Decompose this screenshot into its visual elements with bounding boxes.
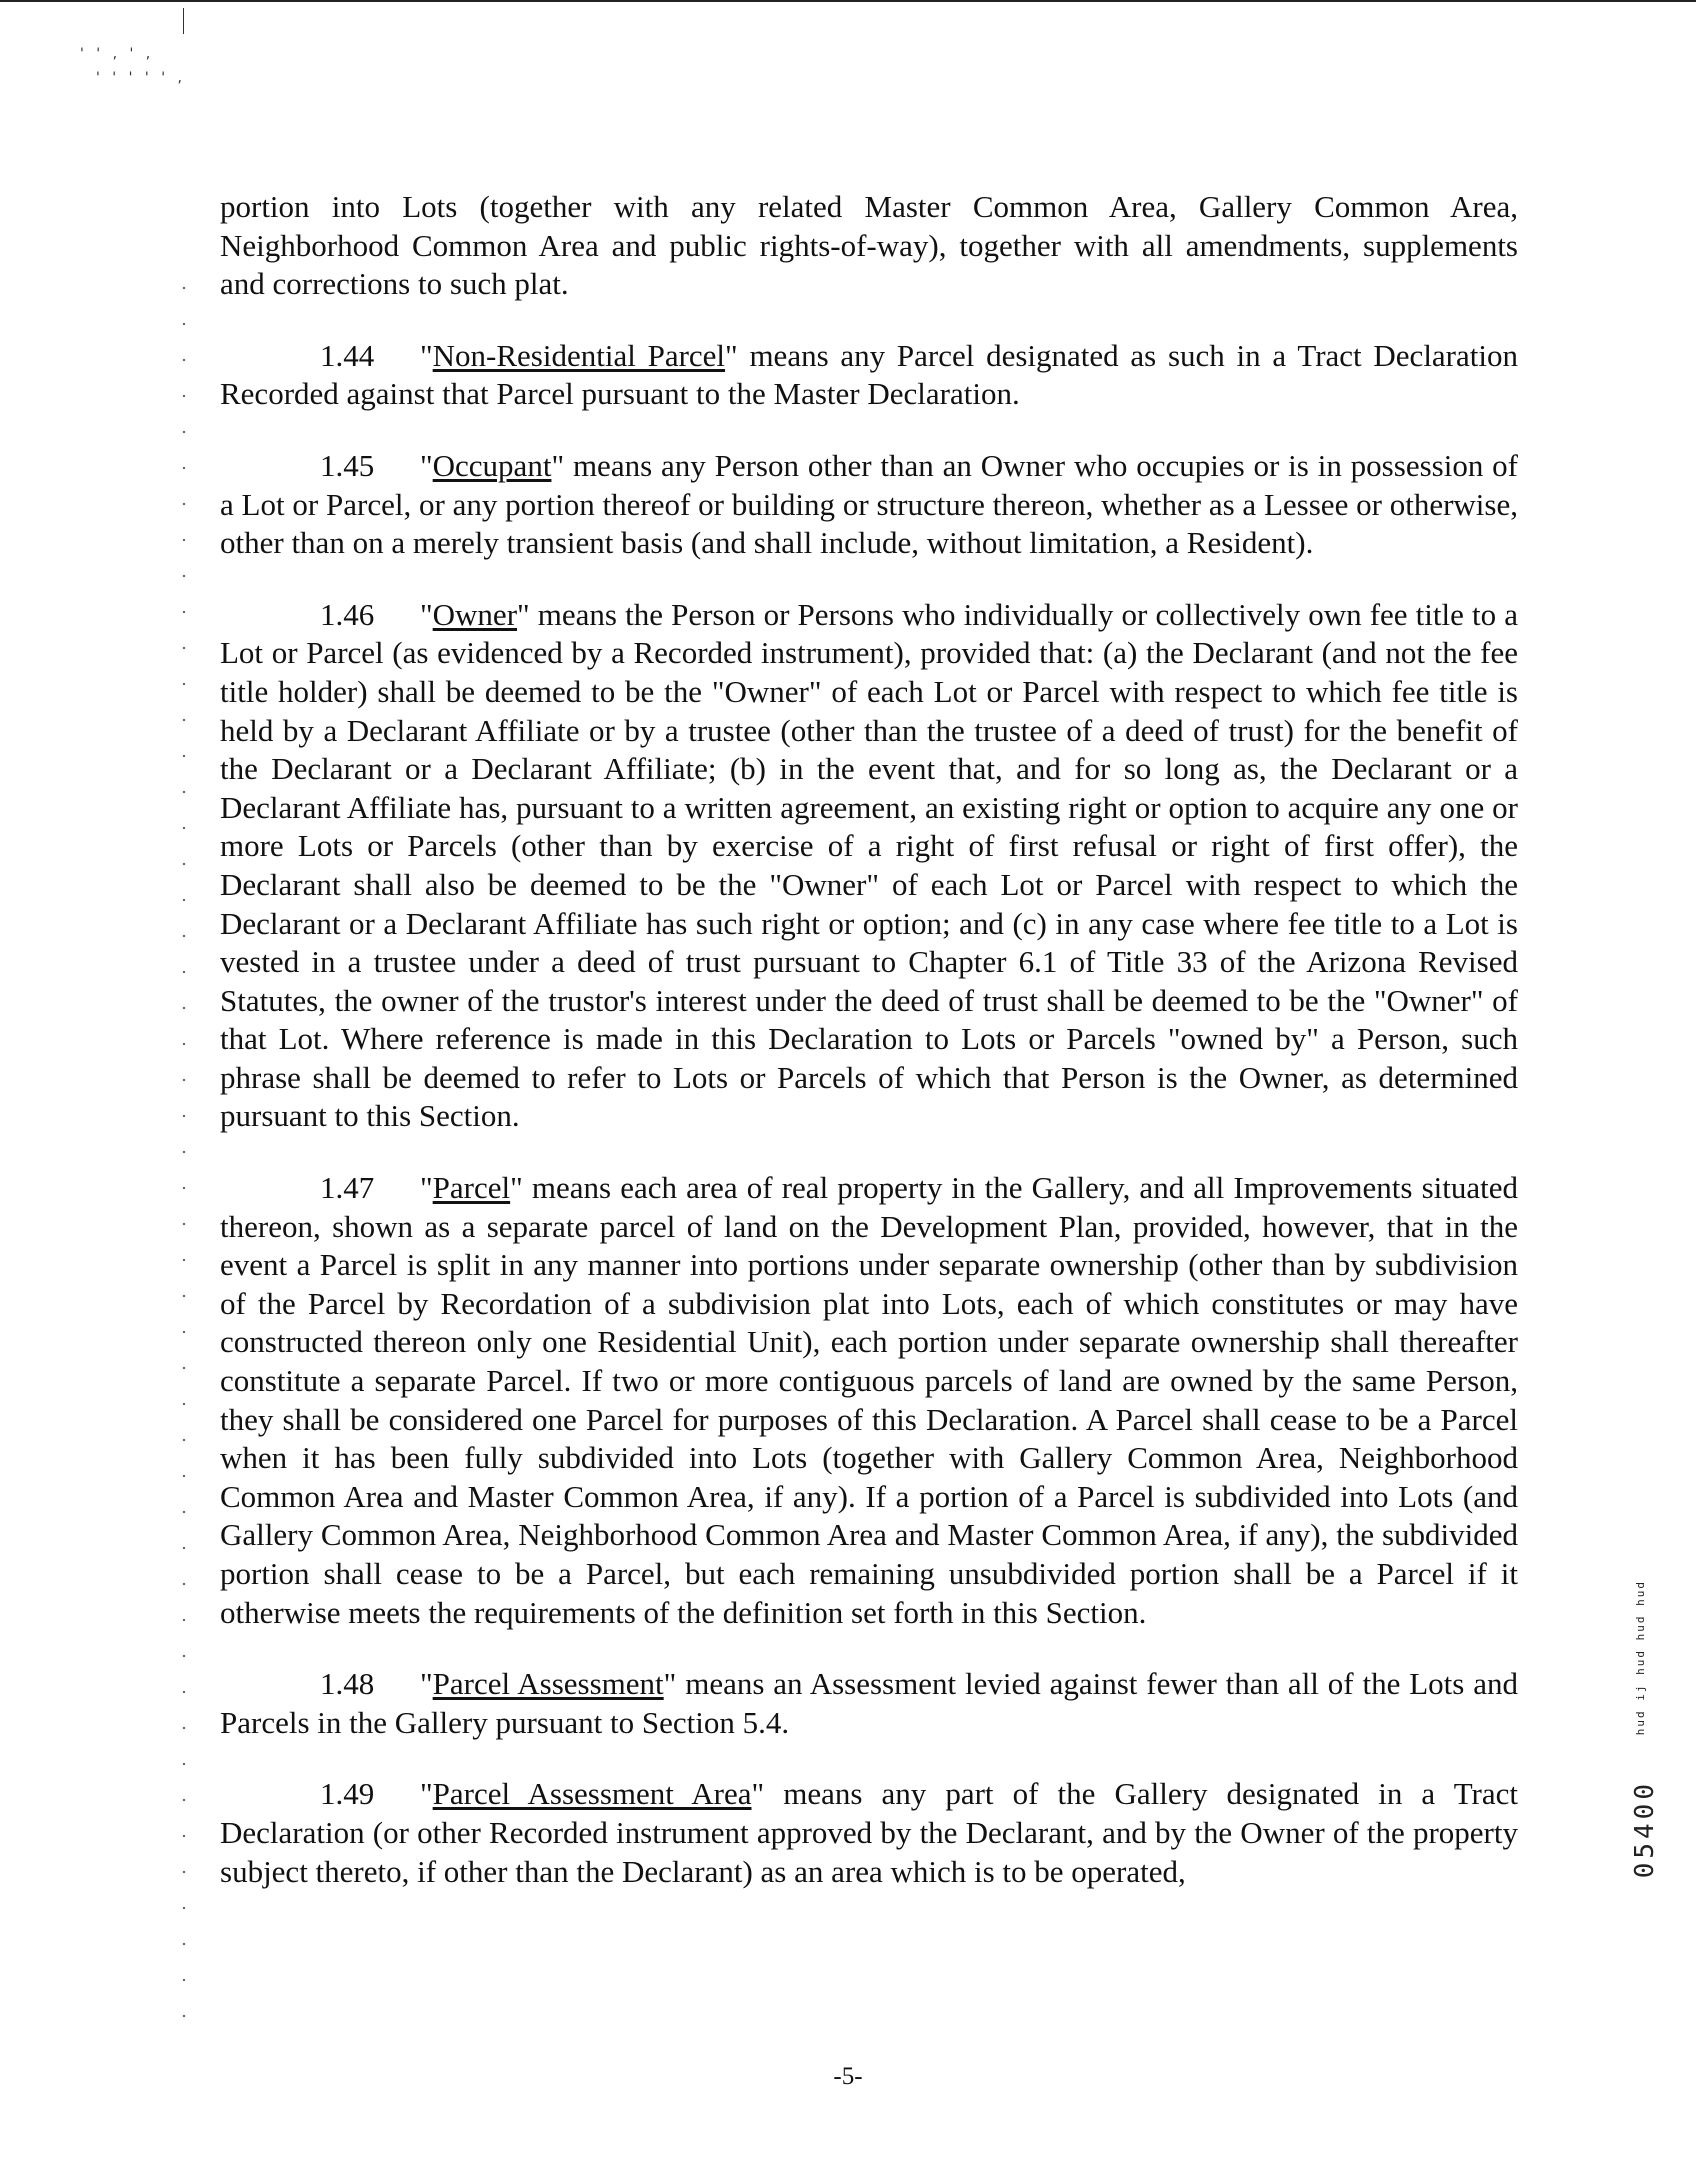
defined-term: Non-Residential Parcel <box>432 337 726 373</box>
paragraph-text: portion into Lots (together with any related Master Common Area, Gallery Common Area, Neighborhood Common Area and public rights-of-way), together with all amendments, supplements and corrections to such plat. <box>220 189 1518 302</box>
quote-open: " <box>420 1170 433 1206</box>
section-1-44 <box>220 337 1518 414</box>
page-number: -5- <box>833 2063 863 2090</box>
defined-term: Parcel Assessment Area <box>432 1776 752 1812</box>
quote-open: " <box>420 1666 433 1702</box>
section-number: 1.47 <box>320 1170 375 1206</box>
section-1-49 <box>220 1775 1518 1891</box>
defined-term: Occupant <box>432 447 552 483</box>
paragraph-continuation <box>220 188 1518 304</box>
definition-text: " means the Person or Persons who individually or collectively own fee title to a Lot or Parcel (as evidenced by a Recorded instrument), provided that: (a) the Declarant (and not the fee title holder) shall be deemed to be the "Owner" of each Lot or Parcel with respect to which fee title is held by a Declarant Affiliate or by a trustee (other than the trustee of a deed of trust) for the benefit of the Declarant or a Declarant Affiliate; (b) in the event that, and for so long as, the Declarant or a Declarant Affiliate has, pursuant to a written agreement, an existing right or option to acquire any one or more Lots or Parcels (other than by exercise of a right of first refusal or right of first offer), the Declarant shall also be deemed to be the "Owner" of each Lot or Parcel with respect to which the Declarant or a Declarant Affiliate has such right or option; and (c) in any case where fee title to a Lot is vested in a trustee under a deed of trust pursuant to Chapter 6.1 of Title 33 of the Arizona Revised Statutes, the owner of the trustor's interest under the deed of trust shall be deemed to be the "Owner" of that Lot. Where reference is made in this Declaration to Lots or Parcels "owned by" a Person, such phrase shall be deemed to refer to Lots or Parcels of which that Person is the Owner, as determined pursuant to this Section. <box>220 596 1518 1134</box>
defined-term: Parcel <box>432 1170 511 1206</box>
quote-open: " <box>420 447 433 483</box>
definition-text: " means any Person other than an Owner who occupies or is in possession of a Lot or Parcel, or any portion thereof or building or structure thereon, whether as a Lessee or otherwise, other than on a merely transient basis (and shall include, without limitation, a Resident). <box>220 447 1518 561</box>
section-number: 1.48 <box>320 1666 375 1702</box>
section-1-48 <box>220 1665 1518 1742</box>
section-number: 1.45 <box>320 447 375 483</box>
scan-top-edge <box>0 0 1696 2</box>
recording-stamp-number: 05400 <box>1630 1780 1660 1879</box>
section-number: 1.46 <box>320 596 375 632</box>
left-margin-ticks <box>182 270 186 2050</box>
definition-text: " means each area of real property in the Gallery, and all Improvements situated thereon, shown as a separate parcel of land on the Development Plan, provided, however, that in the event a Parcel is split in any manner into portions under separate ownership (other than by subdivision of the Parcel by Recordation of a subdivision plat into Lots, each of which constitutes or may have constructed thereon only one Residential Unit), each portion under separate ownership shall thereafter constitute a separate Parcel. If two or more contiguous parcels of land are owned by the same Person, they shall be considered one Parcel for purposes of this Declaration. A Parcel shall cease to be a Parcel when it has been fully subdivided into Lots (together with Gallery Common Area, Neighborhood Common Area and Master Common Area, if any). If a portion of a Parcel is subdivided into Lots (and Gallery Common Area, Neighborhood Common Area and Master Common Area, if any), the subdivided portion shall cease to be a Parcel, but each remaining unsubdivided portion shall be a Parcel if it otherwise meets the requirements of the definition set forth in this Section. <box>220 1170 1518 1630</box>
document-body <box>220 188 1518 1924</box>
recording-stamp-upper: hud ij hud hud hud <box>1634 1580 1647 1736</box>
definition-text: " means any part of the Gallery designated in a Tract Declaration (or other Recorded instrument approved by the Declarant, and by the Owner of the property subject thereto, if other than the Declarant) as an area which is to be operated, <box>220 1776 1518 1889</box>
definition-text: " means any Parcel designated as such in a Tract Declaration Recorded against that Parcel pursuant to the Master Declaration. <box>220 337 1518 412</box>
quote-open: " <box>420 1776 433 1812</box>
scan-artifact-mark-2: ' ' ' ' ' , <box>96 70 186 86</box>
section-1-46 <box>220 596 1518 1136</box>
definition-text: " means an Assessment levied against fewer than all of the Lots and Parcels in the Gallery pursuant to Section 5.4. <box>220 1666 1518 1740</box>
section-number: 1.44 <box>320 337 375 373</box>
section-1-45 <box>220 447 1518 563</box>
quote-open: " <box>420 596 433 632</box>
section-1-47 <box>220 1169 1518 1632</box>
defined-term: Owner <box>432 596 518 632</box>
scan-artifact-mark: ' ' , ' , <box>80 46 155 62</box>
defined-term: Parcel Assessment <box>432 1666 664 1702</box>
quote-open: " <box>420 337 433 373</box>
scan-artifact-line <box>183 8 184 34</box>
section-number: 1.49 <box>320 1776 375 1812</box>
